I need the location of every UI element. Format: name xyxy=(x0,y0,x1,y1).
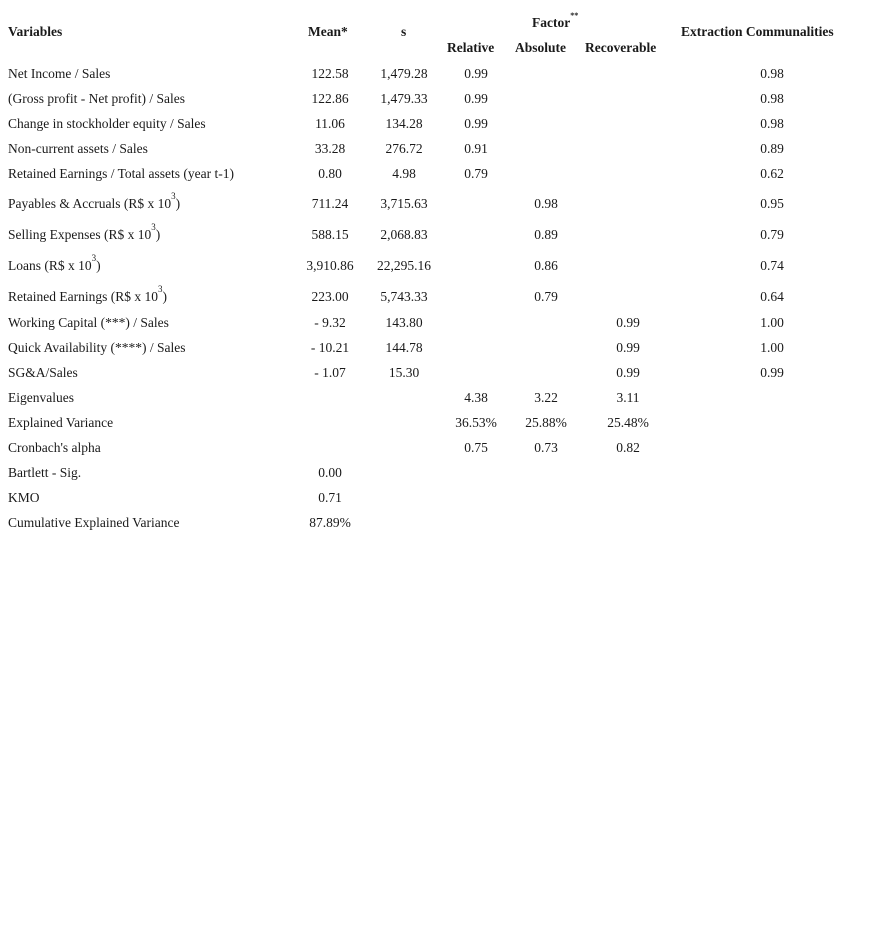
cell-rel: 0.99 xyxy=(464,91,488,106)
row-label-text: (Gross profit - Net profit) / Sales xyxy=(8,91,185,106)
cell-mean: 588.15 xyxy=(311,227,349,242)
table-row xyxy=(0,485,873,510)
row-label-text: Retained Earnings / Total assets (year t-1) xyxy=(8,166,234,181)
cell-com: 0.98 xyxy=(760,66,784,81)
row-label xyxy=(8,335,185,360)
cell-mean: 223.00 xyxy=(311,289,349,304)
header-variables: Variables xyxy=(8,24,63,39)
row-label xyxy=(8,385,74,410)
table-row xyxy=(0,335,873,360)
cell-rec: 0.99 xyxy=(616,365,640,380)
table-row xyxy=(0,111,873,136)
row-label-text: Change in stockholder equity / Sales xyxy=(8,116,206,131)
row-label xyxy=(8,360,78,385)
cell-s: 134.28 xyxy=(385,116,423,131)
cell-rel: 0.99 xyxy=(464,66,488,81)
cell-com: 0.95 xyxy=(760,196,784,211)
row-label-text: Selling Expenses (R$ x 10 xyxy=(8,227,152,242)
table-row xyxy=(0,136,873,161)
cell-s: 4.98 xyxy=(392,166,416,181)
cell-s: 15.30 xyxy=(388,365,420,380)
header-s: s xyxy=(401,24,407,39)
row-label-suffix: ) xyxy=(155,227,161,242)
row-label-text: Payables & Accruals (R$ x 10 xyxy=(8,196,172,211)
header-mean: Mean* xyxy=(308,24,348,39)
cell-com: 0.79 xyxy=(760,227,784,242)
row-label xyxy=(8,310,169,335)
cell-mean: - 10.21 xyxy=(310,340,350,355)
cell-s: 5,743.33 xyxy=(380,289,428,304)
cell-abs: 0.73 xyxy=(534,440,558,455)
header-communalities: Extraction Communalities xyxy=(681,24,834,39)
row-label-text: Cumulative Explained Variance xyxy=(8,515,180,530)
row-label-text: Net Income / Sales xyxy=(8,66,111,81)
cell-mean: 122.58 xyxy=(311,66,349,81)
table-row xyxy=(0,410,873,435)
cell-com: 1.00 xyxy=(760,340,784,355)
cell-rel: 0.91 xyxy=(464,141,488,156)
row-label-exponent: 3 xyxy=(151,222,156,232)
cell-rel: 36.53% xyxy=(455,415,497,430)
header-factor-label: Factor xyxy=(532,15,571,30)
row-label-text: Non-current assets / Sales xyxy=(8,141,148,156)
cell-abs: 0.89 xyxy=(534,227,558,242)
row-label-text: Quick Availability (****) / Sales xyxy=(8,340,186,355)
row-label xyxy=(8,510,179,535)
cell-rel: 0.99 xyxy=(464,116,488,131)
cell-s: 143.80 xyxy=(385,315,423,330)
cell-rec: 0.99 xyxy=(616,340,640,355)
row-label-text: Explained Variance xyxy=(8,415,114,430)
row-label xyxy=(8,86,185,111)
table-row xyxy=(0,186,873,217)
cell-rec: 0.82 xyxy=(616,440,640,455)
cell-rec: 3.11 xyxy=(616,390,640,405)
cell-s: 1,479.28 xyxy=(380,66,428,81)
table-row xyxy=(0,460,873,485)
table-row xyxy=(0,86,873,111)
table-row xyxy=(0,279,873,310)
cell-mean: 87.89% xyxy=(309,515,351,530)
table-row xyxy=(0,248,873,279)
row-label-text: Bartlett - Sig. xyxy=(8,465,82,480)
row-label-suffix: ) xyxy=(162,289,167,304)
row-label-text: Eigenvalues xyxy=(8,390,74,405)
row-label-exponent: 3 xyxy=(91,253,97,263)
cell-com: 0.64 xyxy=(760,289,784,304)
table-row xyxy=(0,510,873,535)
row-label-suffix: ) xyxy=(175,196,181,211)
cell-com: 0.98 xyxy=(760,116,784,131)
cell-mean: 0.80 xyxy=(318,166,342,181)
row-label-text: Cronbach's alpha xyxy=(8,440,101,455)
cell-mean: - 9.32 xyxy=(314,315,346,330)
row-label xyxy=(8,136,148,161)
cell-s: 3,715.63 xyxy=(380,196,428,211)
row-label-text: Working Capital (***) / Sales xyxy=(8,315,169,330)
cell-com: 0.98 xyxy=(760,91,784,106)
table-row xyxy=(0,61,873,86)
table-row xyxy=(0,217,873,248)
cell-com: 0.99 xyxy=(760,365,784,380)
table-row xyxy=(0,360,873,385)
row-label-exponent: 3 xyxy=(157,284,163,294)
cell-abs: 0.98 xyxy=(534,196,558,211)
table-row xyxy=(0,385,873,410)
cell-s: 144.78 xyxy=(385,340,423,355)
cell-s: 1,479.33 xyxy=(380,91,428,106)
cell-mean: 33.28 xyxy=(314,141,346,156)
cell-rel: 4.38 xyxy=(464,390,488,405)
cell-rec: 0.99 xyxy=(616,315,640,330)
cell-mean: 11.06 xyxy=(315,116,345,131)
header-factor xyxy=(532,11,579,31)
table-row xyxy=(0,435,873,460)
table-row xyxy=(0,310,873,335)
row-label-text: KMO xyxy=(8,490,40,505)
cell-mean: 711.24 xyxy=(311,196,349,211)
cell-s: 2,068.83 xyxy=(380,227,428,242)
cell-com: 0.74 xyxy=(760,258,784,273)
header-absolute: Absolute xyxy=(515,40,567,55)
cell-com: 1.00 xyxy=(760,315,784,330)
row-label xyxy=(8,61,110,86)
cell-mean: 0.71 xyxy=(318,490,342,505)
cell-com: 0.89 xyxy=(760,141,784,156)
header-relative: Relative xyxy=(447,40,495,55)
cell-rel: 0.75 xyxy=(464,440,488,455)
row-label xyxy=(8,485,40,510)
header-factor-note: ** xyxy=(570,11,579,20)
row-label xyxy=(8,435,101,460)
cell-mean: 3,910.86 xyxy=(306,258,354,273)
cell-abs: 3.22 xyxy=(534,390,558,405)
row-label-suffix: ) xyxy=(96,258,101,273)
cell-s: 276.72 xyxy=(385,141,423,156)
row-label xyxy=(8,460,81,485)
cell-mean: 0.00 xyxy=(318,465,342,480)
cell-mean: - 1.07 xyxy=(314,365,346,380)
cell-rec: 25.48% xyxy=(607,415,649,430)
cell-s: 22,295.16 xyxy=(377,258,431,273)
row-label-text: SG&A/Sales xyxy=(8,365,78,380)
cell-abs: 25.88% xyxy=(525,415,567,430)
cell-abs: 0.86 xyxy=(534,258,558,273)
row-label-exponent: 3 xyxy=(171,191,176,201)
row-label-text: Retained Earnings (R$ x 10 xyxy=(8,289,158,304)
cell-abs: 0.79 xyxy=(534,289,558,304)
cell-rel: 0.79 xyxy=(464,166,488,181)
header-recoverable: Recoverable xyxy=(585,40,657,55)
row-label-text: Loans (R$ x 10 xyxy=(8,258,92,273)
cell-com: 0.62 xyxy=(760,166,784,181)
row-label xyxy=(8,111,206,136)
cell-mean: 122.86 xyxy=(311,91,349,106)
row-label xyxy=(8,161,234,186)
table-row xyxy=(0,161,873,186)
row-label xyxy=(8,410,113,435)
